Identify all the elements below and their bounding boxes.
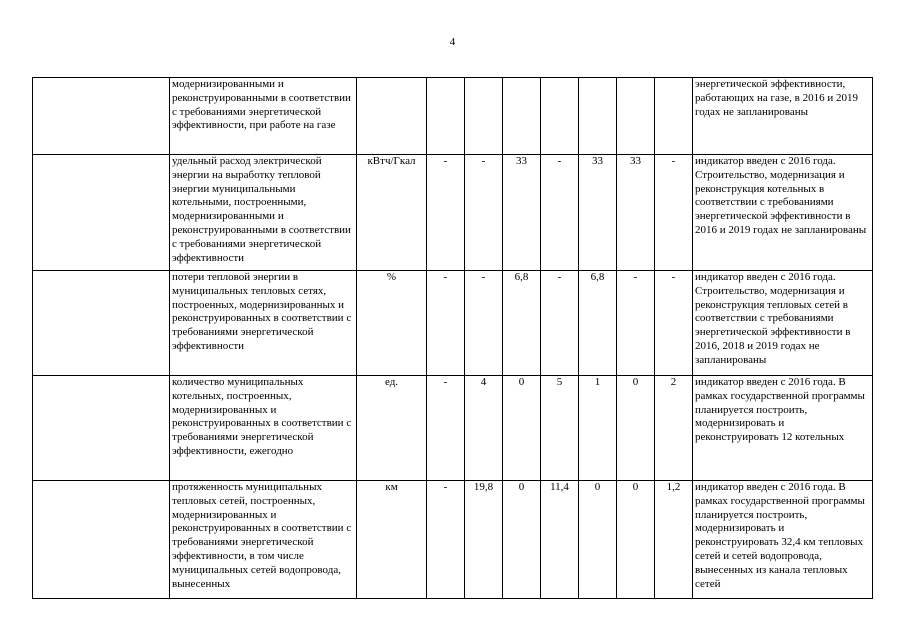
unit-cell: % <box>357 271 427 376</box>
value-cell: 0 <box>617 481 655 599</box>
indicators-table <box>32 77 873 599</box>
value-cell: 33 <box>579 155 617 271</box>
indicator-cell: потери тепловой энергии в муниципальных тепловых сетях, построенных, модернизированных и реконструированных в соответствии с требованиями энергетической эффективности <box>170 271 357 376</box>
note-cell: индикатор введен с 2016 года. Строительство, модернизация и реконструкция тепловых сетей в соответствии с требованиями энергетической эффективности в 2016, 2018 и 2019 годах не запланированы <box>693 271 873 376</box>
value-cell: 0 <box>503 481 541 599</box>
value-cell: 33 <box>503 155 541 271</box>
value-cell: - <box>465 155 503 271</box>
value-cell: - <box>541 155 579 271</box>
value-cell <box>427 78 465 155</box>
value-cell: - <box>617 271 655 376</box>
value-cell: 2 <box>655 376 693 481</box>
blank-cell <box>33 271 170 376</box>
value-cell: 4 <box>465 376 503 481</box>
value-cell <box>503 78 541 155</box>
table-row <box>33 155 873 271</box>
value-cell: 33 <box>617 155 655 271</box>
blank-cell <box>33 481 170 599</box>
value-cell: - <box>541 271 579 376</box>
unit-cell: км <box>357 481 427 599</box>
indicator-cell: количество муниципальных котельных, построенных, модернизированных и реконструированных в соответствии с требованиями энергетической эффективности, ежегодно <box>170 376 357 481</box>
table-row <box>33 376 873 481</box>
value-cell: - <box>655 155 693 271</box>
unit-cell: ед. <box>357 376 427 481</box>
note-cell: индикатор введен с 2016 года. Строительство, модернизация и реконструкция котельных в соответствии с требованиями энергетической эффективности в 2016 и 2019 годах не запланированы <box>693 155 873 271</box>
value-cell: 6,8 <box>579 271 617 376</box>
value-cell: 1 <box>579 376 617 481</box>
value-cell: - <box>465 271 503 376</box>
table-row <box>33 271 873 376</box>
indicator-cell: модернизированными и реконструированными в соответствии с требованиями энергетической эффективности, при работе на газе <box>170 78 357 155</box>
value-cell: - <box>427 155 465 271</box>
value-cell: 11,4 <box>541 481 579 599</box>
indicator-cell: удельный расход электрической энергии на выработку тепловой энергии муниципальными котельными, построенными, модернизированными и реконструированными в соответствии с требованиями энергетической эффективности <box>170 155 357 271</box>
page-number: 4 <box>449 36 456 48</box>
value-cell: 1,2 <box>655 481 693 599</box>
table-row <box>33 78 873 155</box>
indicator-cell: протяженность муниципальных тепловых сетей, построенных, модернизированных и реконструированных в соответствии с требованиями энергетической эффективности, в том числе муниципальных сетей водопровода, вынесенных <box>170 481 357 599</box>
unit-cell: кВтч/Гкал <box>357 155 427 271</box>
note-cell: индикатор введен с 2016 года. В рамках государственной программы планируется построить, модернизировать и реконструировать 32,4 км тепловых сетей и сетей водопровода, вынесенных из канала тепловых сетей <box>693 481 873 599</box>
value-cell: - <box>655 271 693 376</box>
value-cell <box>465 78 503 155</box>
note-cell: индикатор введен с 2016 года. В рамках государственной программы планируется построить, модернизировать и реконструировать 12 котельных <box>693 376 873 481</box>
value-cell: 0 <box>503 376 541 481</box>
value-cell: 0 <box>617 376 655 481</box>
blank-cell <box>33 376 170 481</box>
value-cell: 5 <box>541 376 579 481</box>
value-cell: - <box>427 271 465 376</box>
value-cell: 0 <box>579 481 617 599</box>
value-cell: 6,8 <box>503 271 541 376</box>
note-cell: энергетической эффективности, работающих на газе, в 2016 и 2019 годах не запланированы <box>693 78 873 155</box>
value-cell <box>655 78 693 155</box>
table-row <box>33 481 873 599</box>
blank-cell <box>33 78 170 155</box>
value-cell <box>541 78 579 155</box>
value-cell: - <box>427 376 465 481</box>
value-cell: 19,8 <box>465 481 503 599</box>
value-cell: - <box>427 481 465 599</box>
value-cell <box>579 78 617 155</box>
blank-cell <box>33 155 170 271</box>
unit-cell <box>357 78 427 155</box>
value-cell <box>617 78 655 155</box>
